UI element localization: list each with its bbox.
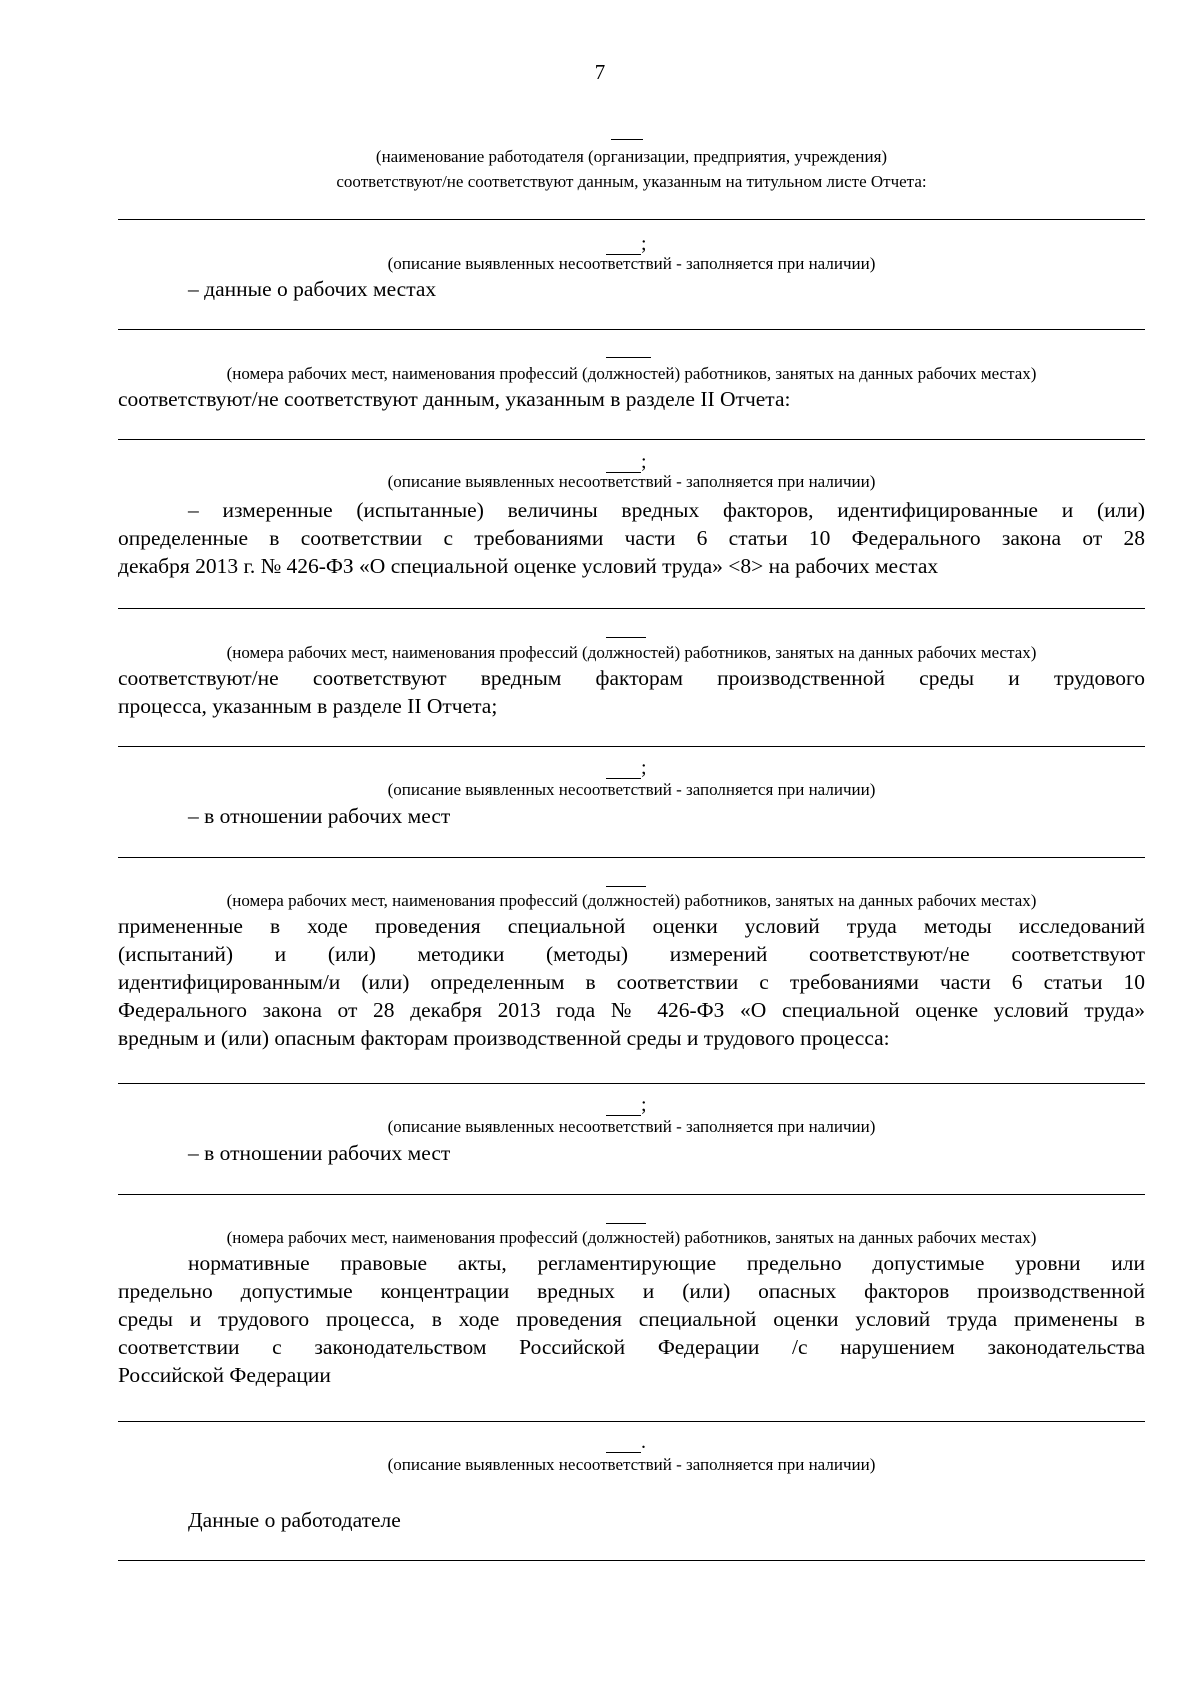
fill-line[interactable] [118,1194,1145,1195]
methods-line-3: идентифицированным/и (или) определенным в соответствии с требованиями части 6 статьи 10 [118,970,1145,994]
blank-line [606,357,651,358]
caption-workplaces: (номера рабочих мест, наименования профессий (должностей) работников, занятых на данных рабочих местах) [226,364,1037,383]
harmful-line-2: процесса, указанным в разделе II Отчета; [118,694,498,718]
caption-workplaces: (номера рабочих мест, наименования профессий (должностей) работников, занятых на данных рабочих местах) [226,891,1037,910]
line-section2-match: соответствуют/не соответствуют данным, указанным в разделе II Отчета: [118,387,791,411]
fill-line[interactable] [118,1421,1145,1422]
fill-line[interactable] [118,857,1145,858]
blank-line [606,1452,641,1453]
period: . [641,1431,646,1453]
employer-data-heading: Данные о работодателе [188,1508,401,1532]
semicolon: ; [641,757,647,779]
normative-line-4: соответствии с законодательством Российской Федерации /с нарушением законодательства [118,1335,1145,1359]
normative-line-3: среды и трудового процесса, в ходе проведения специальной оценки условий труда применены в [118,1307,1145,1331]
normative-line-2: предельно допустимые концентрации вредных и (или) опасных факторов производственной [118,1279,1145,1303]
caption-description: (описание выявленных несоответствий - заполняется при наличии) [387,780,876,799]
caption-description: (описание выявленных несоответствий - заполняется при наличии) [387,472,876,491]
caption-employer: (наименование работодателя (организации, предприятия, учреждения) [375,147,888,166]
semicolon: ; [641,451,647,473]
blank-line [606,778,641,779]
methods-line-5: вредным и (или) опасным факторам производственной среды и трудового процесса: [118,1026,890,1050]
caption-title-match: соответствуют/не соответствуют данным, указанным на титульном листе Отчета: [336,172,927,191]
harmful-line-1: соответствуют/не соответствуют вредным факторам производственной среды и трудового [118,666,1145,690]
fill-line[interactable] [118,439,1145,440]
caption-description: (описание выявленных несоответствий - заполняется при наличии) [387,254,876,273]
fill-line[interactable] [118,608,1145,609]
methods-line-4: Федерального закона от 28 декабря 2013 года № 426-ФЗ «О специальной оценке условий труда» [118,998,1145,1022]
page-number: 7 [594,60,606,84]
measured-line-1: – измеренные (испытанные) величины вредных факторов, идентифицированные и (или) [188,498,1145,522]
caption-workplaces: (номера рабочих мест, наименования профессий (должностей) работников, занятых на данных рабочих местах) [226,1228,1037,1247]
item-workplaces: – данные о рабочих местах [188,277,437,301]
measured-line-2: определенные в соответствии с требованиями части 6 статьи 10 Федерального закона от 28 [118,526,1145,550]
semicolon: ; [641,233,647,255]
caption-description: (описание выявленных несоответствий - заполняется при наличии) [387,1455,876,1474]
fill-line[interactable] [118,219,1145,220]
blank-line [606,637,646,638]
normative-line-5: Российской Федерации [118,1363,331,1387]
blank-line [606,886,646,887]
normative-line-1: нормативные правовые акты, регламентирующие предельно допустимые уровни или [188,1251,1145,1275]
blank-line [606,1115,641,1116]
measured-line-3: декабря 2013 г. № 426-ФЗ «О специальной оценке условий труда» <8> на рабочих местах [118,554,939,578]
methods-line-2: (испытаний) и (или) методики (методы) измерений соответствуют/не соответствуют [118,942,1145,966]
blank-line [606,1223,646,1224]
fill-line[interactable] [118,329,1145,330]
blank-line [611,139,643,140]
caption-workplaces: (номера рабочих мест, наименования профессий (должностей) работников, занятых на данных рабочих местах) [226,643,1037,662]
semicolon: ; [641,1094,647,1116]
fill-line[interactable] [118,1560,1145,1561]
methods-line-1: примененные в ходе проведения специальной оценки условий труда методы исследований [118,914,1145,938]
fill-line[interactable] [118,746,1145,747]
item-regarding: – в отношении рабочих мест [188,1141,451,1165]
fill-line[interactable] [118,1083,1145,1084]
caption-description: (описание выявленных несоответствий - заполняется при наличии) [387,1117,876,1136]
item-regarding: – в отношении рабочих мест [188,804,451,828]
